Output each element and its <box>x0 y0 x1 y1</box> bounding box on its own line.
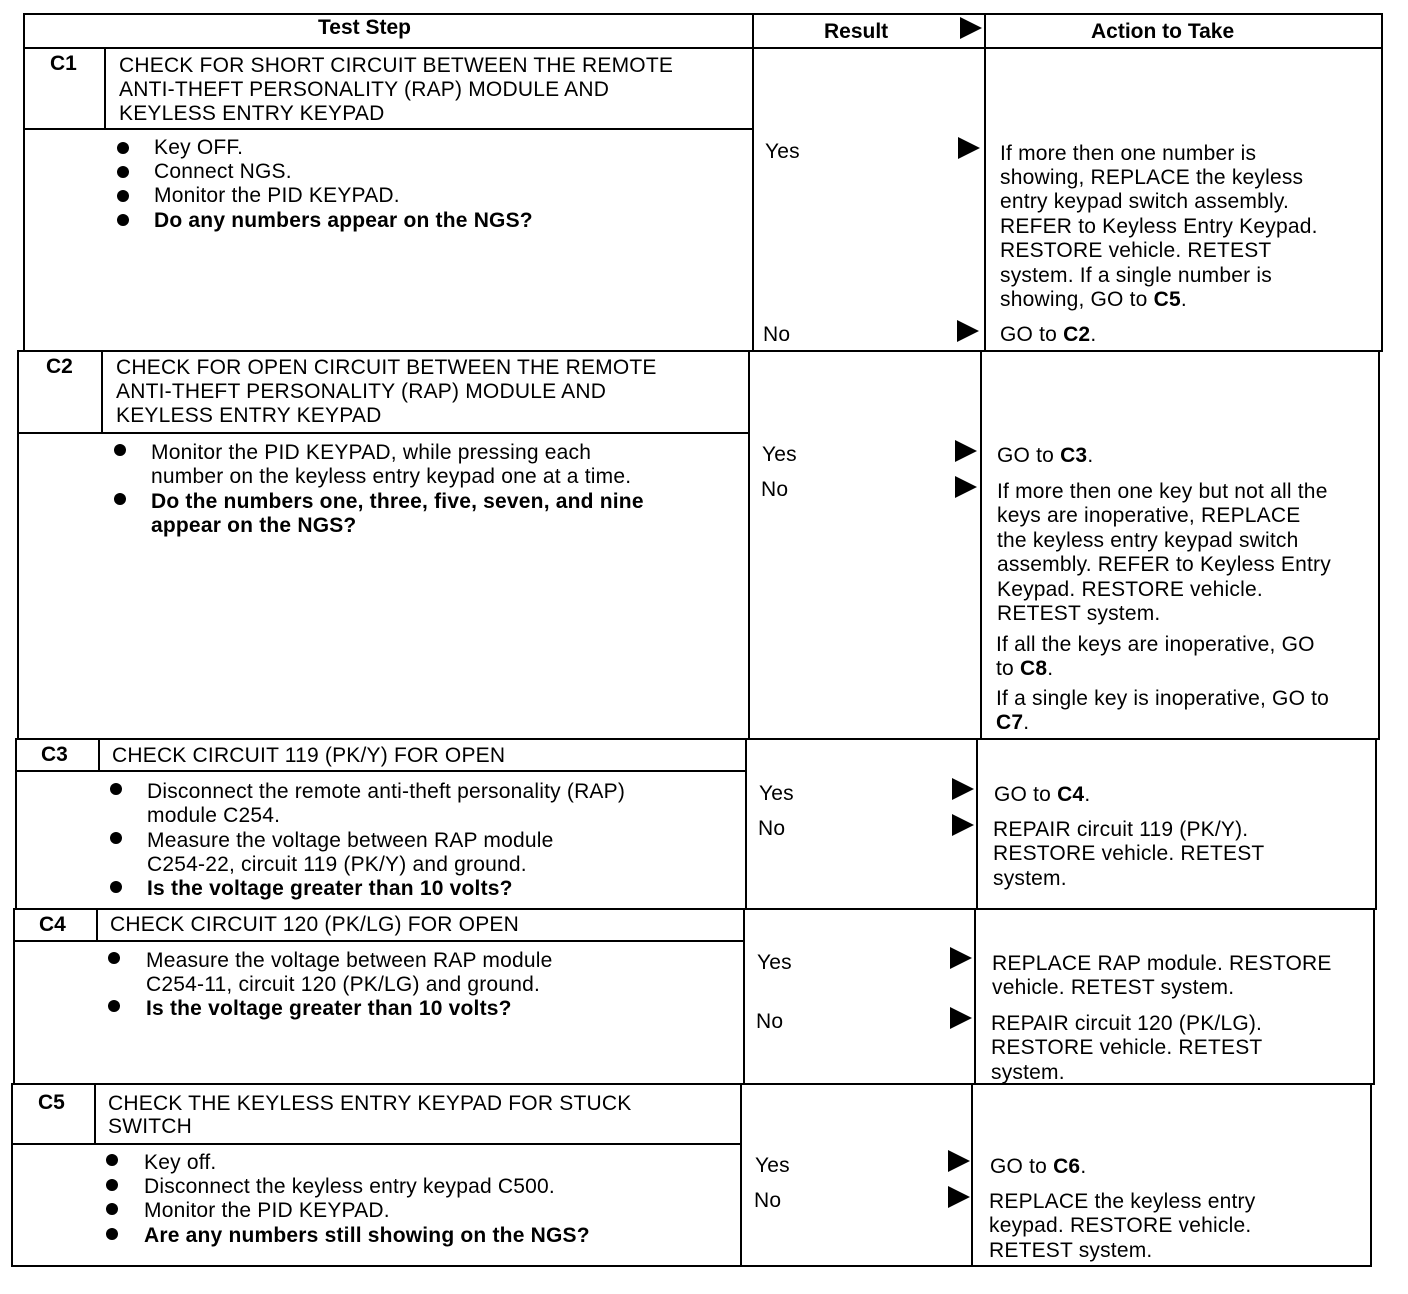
step-instruction: Key off. <box>144 1151 217 1174</box>
column-divider-result <box>745 739 747 909</box>
step-title-border <box>18 432 749 434</box>
step-separator <box>11 1083 1375 1085</box>
step-title: ANTI-THEFT PERSONALITY (RAP) MODULE AND <box>119 78 610 101</box>
step-instruction: Monitor the PID KEYPAD. <box>154 184 400 207</box>
step-id: C1 <box>50 52 77 75</box>
arrow-right-icon <box>955 476 977 498</box>
bullet-icon <box>117 190 129 202</box>
step-id-divider <box>94 1084 96 1144</box>
step-instruction: C254-22, circuit 119 (PK/Y) and ground. <box>147 853 527 876</box>
column-divider-action <box>984 13 986 351</box>
step-reference: C8 <box>1019 657 1048 680</box>
bullet-icon <box>117 166 129 178</box>
arrow-right-icon <box>955 440 977 462</box>
step-title: SWITCH <box>108 1115 193 1138</box>
left-border <box>17 351 19 739</box>
action-text <box>994 783 1090 808</box>
step-id: C5 <box>38 1091 65 1114</box>
action-text-part: to <box>996 657 1020 680</box>
result-label: No <box>754 1189 782 1212</box>
left-border <box>13 909 15 1084</box>
right-border <box>1381 13 1383 351</box>
action-text-end: . <box>1090 323 1097 346</box>
step-id: C2 <box>46 355 73 378</box>
action-text: system. <box>993 867 1067 890</box>
bullet-icon <box>117 142 129 154</box>
column-divider-result <box>743 909 745 1084</box>
result-label: No <box>763 323 791 346</box>
step-instruction: number on the keyless entry keypad one at a time. <box>151 465 632 488</box>
action-text <box>1000 288 1187 313</box>
step-instruction: Measure the voltage between RAP module <box>147 829 554 852</box>
step-instruction: Disconnect the remote anti-theft personality (RAP) <box>147 780 626 803</box>
action-text: If all the keys are inoperative, GO <box>996 633 1315 656</box>
step-reference: C4 <box>1057 783 1085 806</box>
action-text: If more then one number is <box>1000 142 1257 165</box>
arrow-right-icon <box>948 1150 970 1172</box>
action-text: REPAIR circuit 119 (PK/Y). <box>993 818 1249 841</box>
result-label: No <box>761 478 789 501</box>
bullet-icon <box>106 1179 118 1191</box>
action-text <box>997 444 1093 469</box>
action-text-part: GO to <box>1000 323 1064 346</box>
action-text <box>996 711 1029 736</box>
action-text: RESTORE vehicle. RETEST <box>1000 239 1272 262</box>
step-reference: C5 <box>1153 288 1181 311</box>
action-text: assembly. REFER to Keyless Entry <box>997 553 1331 576</box>
right-border <box>1373 909 1375 1084</box>
column-divider-action <box>980 351 982 739</box>
bullet-icon <box>117 214 129 226</box>
result-label: Yes <box>755 1154 790 1177</box>
table-top-border <box>24 13 1382 15</box>
action-text: entry keypad switch assembly. <box>1000 190 1290 213</box>
column-divider-action <box>971 1084 973 1266</box>
step-question: Is the voltage greater than 10 volts? <box>146 997 512 1020</box>
column-divider-action <box>974 909 976 1084</box>
action-text-part: showing, GO to <box>1000 288 1154 311</box>
action-text: showing, REPLACE the keyless <box>1000 166 1304 189</box>
bullet-icon <box>110 783 122 795</box>
step-question: Is the voltage greater than 10 volts? <box>147 877 513 900</box>
step-instruction: Connect NGS. <box>154 160 292 183</box>
arrow-right-icon <box>952 778 974 800</box>
arrow-right-icon <box>960 17 982 39</box>
result-label: Yes <box>765 140 800 163</box>
step-id: C3 <box>41 743 68 766</box>
result-label: No <box>758 817 786 840</box>
action-text: Keypad. RESTORE vehicle. <box>997 578 1263 601</box>
action-text: vehicle. RETEST system. <box>992 976 1235 999</box>
step-instruction: Monitor the PID KEYPAD. <box>144 1199 390 1222</box>
step-question: appear on the NGS? <box>151 514 357 537</box>
step-reference: C3 <box>1060 444 1088 467</box>
result-label: Yes <box>759 782 794 805</box>
bullet-icon <box>106 1228 118 1240</box>
action-text: REFER to Keyless Entry Keypad. <box>1000 215 1318 238</box>
action-text: system. <box>991 1061 1065 1084</box>
action-text-end: . <box>1180 288 1187 311</box>
right-border <box>1370 1084 1372 1266</box>
bullet-icon <box>110 832 122 844</box>
action-text-end: . <box>1087 444 1094 467</box>
action-text: REPLACE the keyless entry <box>989 1190 1256 1213</box>
column-divider-result <box>748 351 750 739</box>
bullet-icon <box>106 1203 118 1215</box>
action-text: REPAIR circuit 120 (PK/LG). <box>991 1012 1263 1035</box>
step-title: CHECK FOR OPEN CIRCUIT BETWEEN THE REMOTE <box>116 356 657 379</box>
action-text: REPLACE RAP module. RESTORE <box>992 952 1332 975</box>
left-border <box>23 13 25 351</box>
table-bottom-border <box>11 1265 1372 1267</box>
column-divider-result <box>752 13 754 351</box>
action-text-part: GO to <box>997 444 1061 467</box>
step-title: KEYLESS ENTRY KEYPAD <box>119 102 385 125</box>
step-id-divider <box>101 351 103 433</box>
action-text-part: GO to <box>994 783 1058 806</box>
step-id-divider <box>98 739 100 771</box>
step-instruction: C254-11, circuit 120 (PK/LG) and ground. <box>146 973 540 996</box>
column-divider-result <box>740 1084 742 1266</box>
step-separator <box>15 738 1380 740</box>
action-text: keypad. RESTORE vehicle. <box>989 1214 1252 1237</box>
step-instruction: Disconnect the keyless entry keypad C500. <box>144 1175 555 1198</box>
right-border <box>1378 351 1380 739</box>
step-instruction: Monitor the PID KEYPAD, while pressing each <box>151 441 592 464</box>
action-text-end: . <box>1084 783 1091 806</box>
right-border <box>1375 739 1377 909</box>
arrow-right-icon <box>950 1007 972 1029</box>
step-question: Do any numbers appear on the NGS? <box>154 209 533 232</box>
bullet-icon <box>106 1154 118 1166</box>
step-instruction: module C254. <box>147 804 281 827</box>
step-question: Do the numbers one, three, five, seven, and nine <box>151 490 644 513</box>
step-reference: C6 <box>1053 1155 1081 1178</box>
bullet-icon <box>110 881 122 893</box>
step-title: CHECK FOR SHORT CIRCUIT BETWEEN THE REMOTE <box>119 54 674 77</box>
step-instruction: Measure the voltage between RAP module <box>146 949 553 972</box>
step-instruction: Key OFF. <box>154 136 244 159</box>
header-bottom-border <box>24 47 1382 49</box>
bullet-icon <box>108 952 120 964</box>
arrow-right-icon <box>958 137 980 159</box>
action-text: If more then one key but not all the <box>997 480 1328 503</box>
result-label: No <box>756 1010 784 1033</box>
column-divider-action <box>976 739 978 909</box>
step-title: CHECK CIRCUIT 119 (PK/Y) FOR OPEN <box>112 744 506 767</box>
step-title-border <box>16 770 746 772</box>
step-id-divider <box>104 47 106 129</box>
step-title: ANTI-THEFT PERSONALITY (RAP) MODULE AND <box>116 380 607 403</box>
step-title-border <box>12 1143 741 1145</box>
left-border <box>15 739 17 909</box>
step-reference: C7 <box>996 711 1024 734</box>
action-text: If a single key is inoperative, GO to <box>996 687 1330 710</box>
arrow-right-icon <box>957 320 979 342</box>
header-action: Action to Take <box>1091 20 1235 43</box>
action-text <box>996 657 1053 682</box>
step-question: Are any numbers still showing on the NGS? <box>144 1224 590 1247</box>
bullet-icon <box>114 493 126 505</box>
action-text: keys are inoperative, REPLACE <box>997 504 1301 527</box>
action-text: the keyless entry keypad switch <box>997 529 1299 552</box>
header-result: Result <box>824 20 889 43</box>
bullet-icon <box>114 444 126 456</box>
step-title-border <box>14 940 744 942</box>
action-text-end: . <box>1047 657 1054 680</box>
action-text-end: . <box>1023 711 1030 734</box>
result-label: Yes <box>762 443 797 466</box>
step-separator <box>13 908 1377 910</box>
action-text: RESTORE vehicle. RETEST <box>993 842 1265 865</box>
action-text: RETEST system. <box>997 602 1161 625</box>
action-text: RESTORE vehicle. RETEST <box>991 1036 1263 1059</box>
step-title-border <box>24 128 753 130</box>
arrow-right-icon <box>948 1186 970 1208</box>
action-text: system. If a single number is <box>1000 264 1272 287</box>
step-id: C4 <box>39 913 66 936</box>
header-test-step: Test Step <box>318 16 411 39</box>
step-title: KEYLESS ENTRY KEYPAD <box>116 404 382 427</box>
arrow-right-icon <box>952 814 974 836</box>
left-border <box>11 1084 13 1266</box>
result-label: Yes <box>757 951 792 974</box>
arrow-right-icon <box>950 947 972 969</box>
bullet-icon <box>108 1000 120 1012</box>
step-title: CHECK CIRCUIT 120 (PK/LG) FOR OPEN <box>110 913 519 936</box>
step-separator <box>17 350 1383 352</box>
action-text <box>990 1155 1086 1180</box>
action-text-part: GO to <box>990 1155 1054 1178</box>
step-id-divider <box>96 909 98 941</box>
action-text <box>1000 323 1096 348</box>
action-text-end: . <box>1080 1155 1087 1178</box>
step-reference: C2 <box>1063 323 1091 346</box>
action-text: RETEST system. <box>989 1239 1153 1262</box>
step-title: CHECK THE KEYLESS ENTRY KEYPAD FOR STUCK <box>108 1092 632 1115</box>
